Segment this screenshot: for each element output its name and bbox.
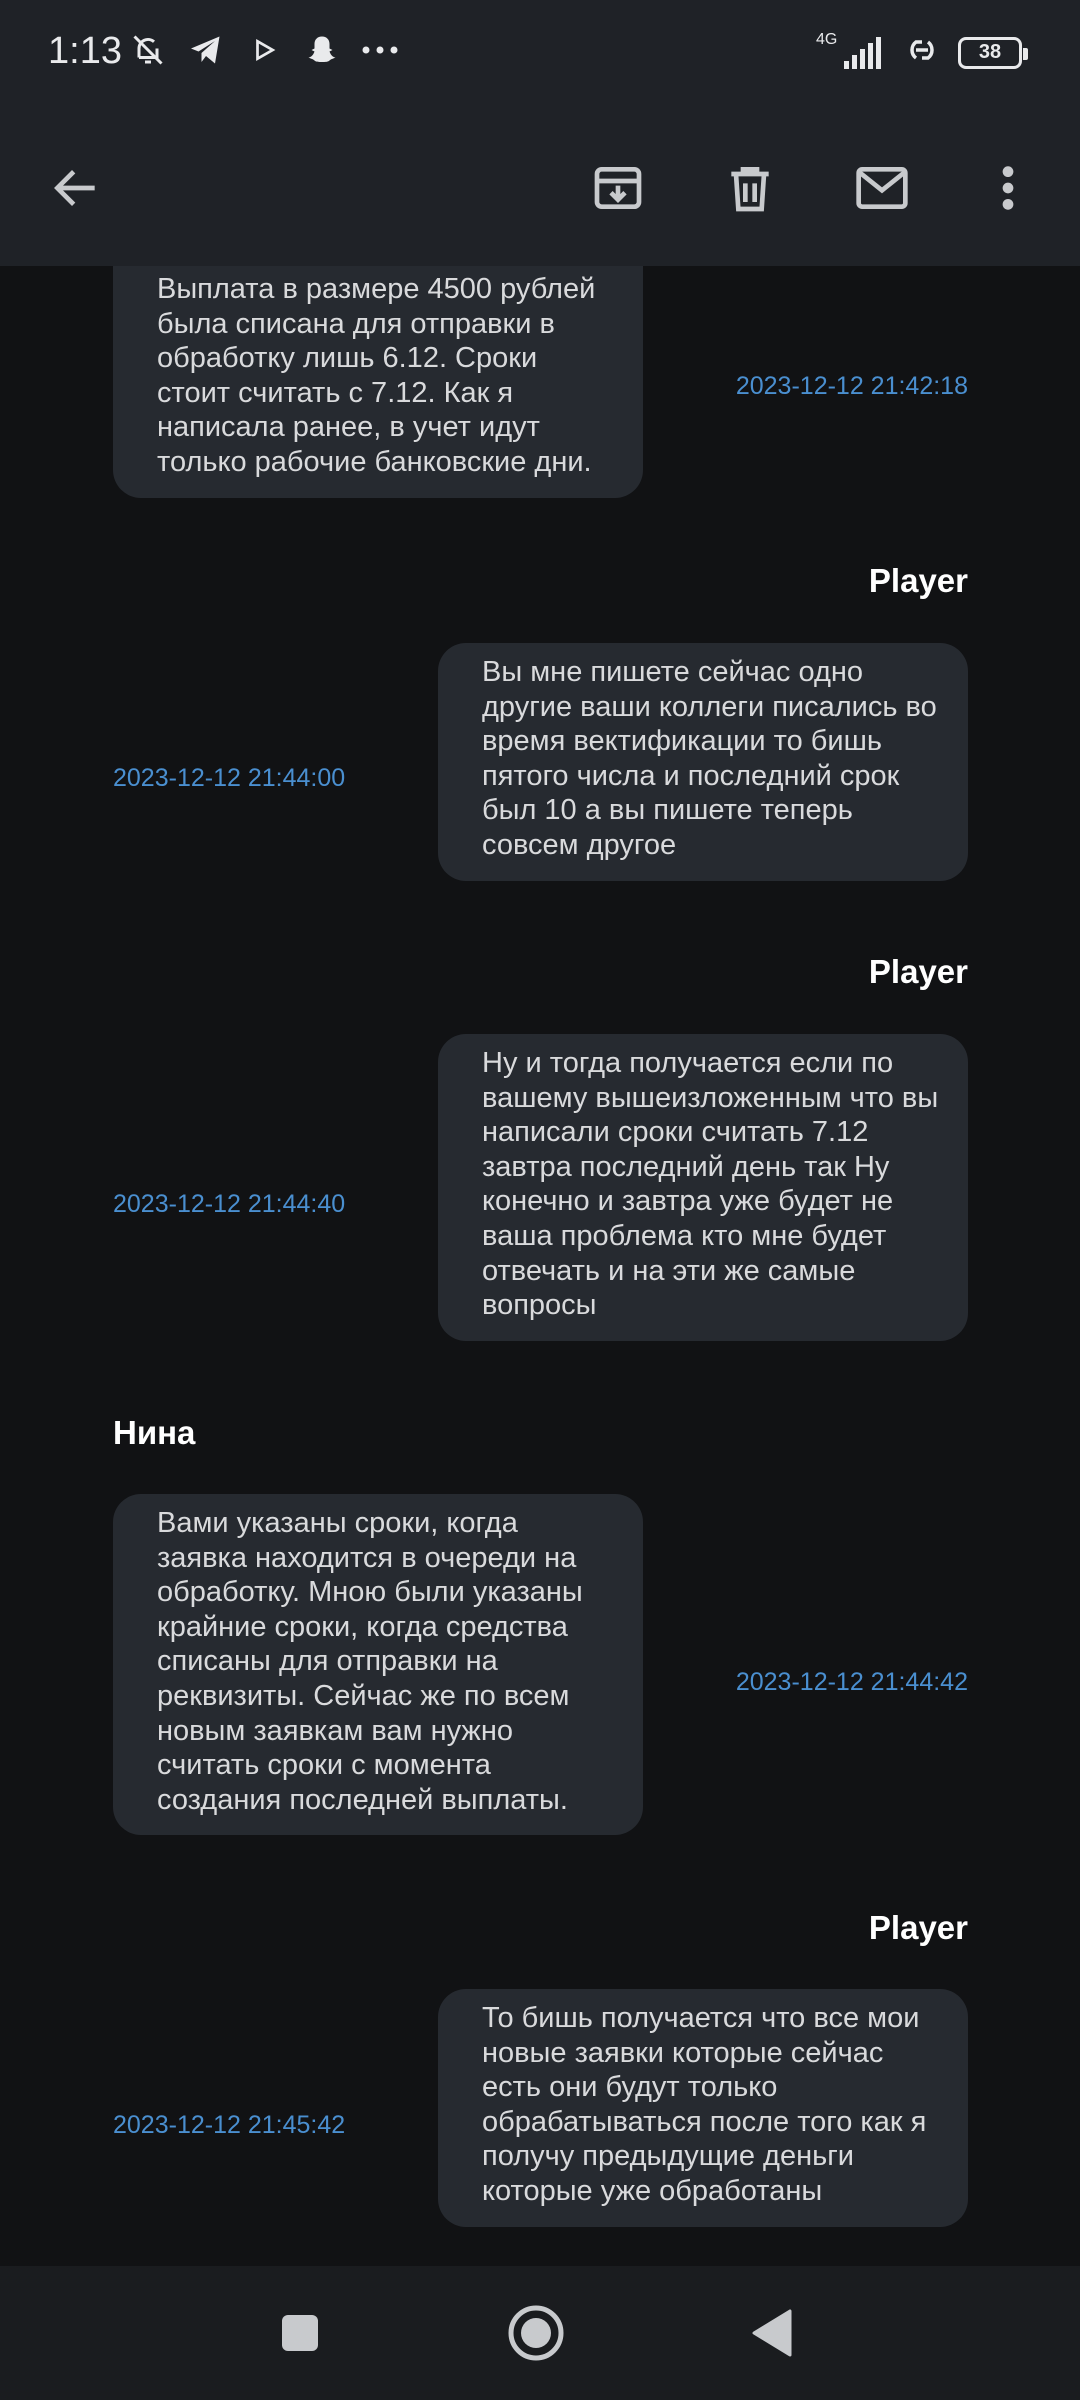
message-sender: Нина xyxy=(113,1414,196,1451)
hotspot-icon xyxy=(900,32,944,73)
message-timestamp: 2023-12-12 21:45:42 xyxy=(113,2111,346,2139)
message-sender: Player xyxy=(868,1909,968,1946)
signal-icon xyxy=(816,30,886,71)
status-bar xyxy=(0,0,1080,110)
message-timestamp: 2023-12-12 21:44:00 xyxy=(113,764,346,792)
message-timestamp: 2023-12-12 21:42:18 xyxy=(735,372,968,400)
snapchat-icon xyxy=(302,30,342,70)
archive-button[interactable] xyxy=(578,148,658,228)
trash-icon xyxy=(722,160,778,216)
toolbar xyxy=(0,110,1080,266)
message-sender: Player xyxy=(868,953,968,990)
back-button[interactable] xyxy=(36,148,116,228)
message-bubble xyxy=(438,643,968,881)
message-text: То бишь получается что все мои новые заявки которые сейчас есть они будут только обрабатываться после того как я получу предыдущие деньги которые уже обработаны xyxy=(482,2002,927,2207)
archive-icon xyxy=(590,160,646,216)
delete-button[interactable] xyxy=(710,148,790,228)
message-timestamp: 2023-12-12 21:44:40 xyxy=(113,1190,346,1218)
message-bubble xyxy=(113,1494,643,1835)
battery-icon: 38 xyxy=(958,37,1022,69)
play-icon xyxy=(244,30,284,70)
message-text: Вами указаны сроки, когда заявка находится в очереди на обработку. Мною были указаны крайние сроки, когда средства списаны для отправки на реквизиты. Сейчас же по всем новым заявкам вам нужно считать сроки с момента создания последней выплаты. xyxy=(157,1507,583,1816)
more-dots-icon xyxy=(360,30,400,70)
recents-button[interactable] xyxy=(263,2296,337,2370)
message-text: Вы мне пишете сейчас одно другие ваши коллеги писались во время вектификации то бишь пятого числа и последний срок был 10 а вы пишете теперь совсем другое xyxy=(482,656,937,861)
message-bubble xyxy=(438,1034,968,1341)
message-bubble xyxy=(113,266,643,498)
more-vert-icon xyxy=(998,160,1018,216)
status-time: 1:13 xyxy=(48,30,122,72)
notification-icons xyxy=(128,30,400,70)
back-arrow-icon xyxy=(48,160,104,216)
back-triangle-icon xyxy=(750,2308,794,2358)
message-timestamp: 2023-12-12 21:44:42 xyxy=(735,1668,968,1696)
message-sender: Player xyxy=(868,562,968,599)
system-icons xyxy=(816,32,1022,73)
more-options-button[interactable] xyxy=(968,148,1048,228)
message-bubble xyxy=(438,1989,968,2227)
mail-icon xyxy=(852,160,912,216)
message-text: Выплата в размере 4500 рублей была списана для отправки в обработку лишь 6.12. Сроки стоит считать с 7.12. Как я написала ранее, в учет идут только рабочие банковские дни. xyxy=(157,273,596,478)
recents-square-icon xyxy=(280,2313,320,2353)
conversation[interactable] xyxy=(0,266,1080,2266)
network-type: 4G xyxy=(816,30,838,48)
system-nav-bar xyxy=(0,2266,1080,2400)
nav-back-button[interactable] xyxy=(735,2296,809,2370)
message-text: Ну и тогда получается если по вашему вышеизложенным что вы написали сроки считать 7.12 завтра последний день так Ну конечно и завтра уже будет не ваша проблема кто мне будет отвечать и на эти же самые вопросы xyxy=(482,1047,939,1322)
mark-unread-button[interactable] xyxy=(842,148,922,228)
home-button[interactable] xyxy=(499,2296,573,2370)
telegram-icon xyxy=(186,30,226,70)
bell-off-icon xyxy=(128,30,168,70)
home-circle-icon xyxy=(506,2303,566,2363)
